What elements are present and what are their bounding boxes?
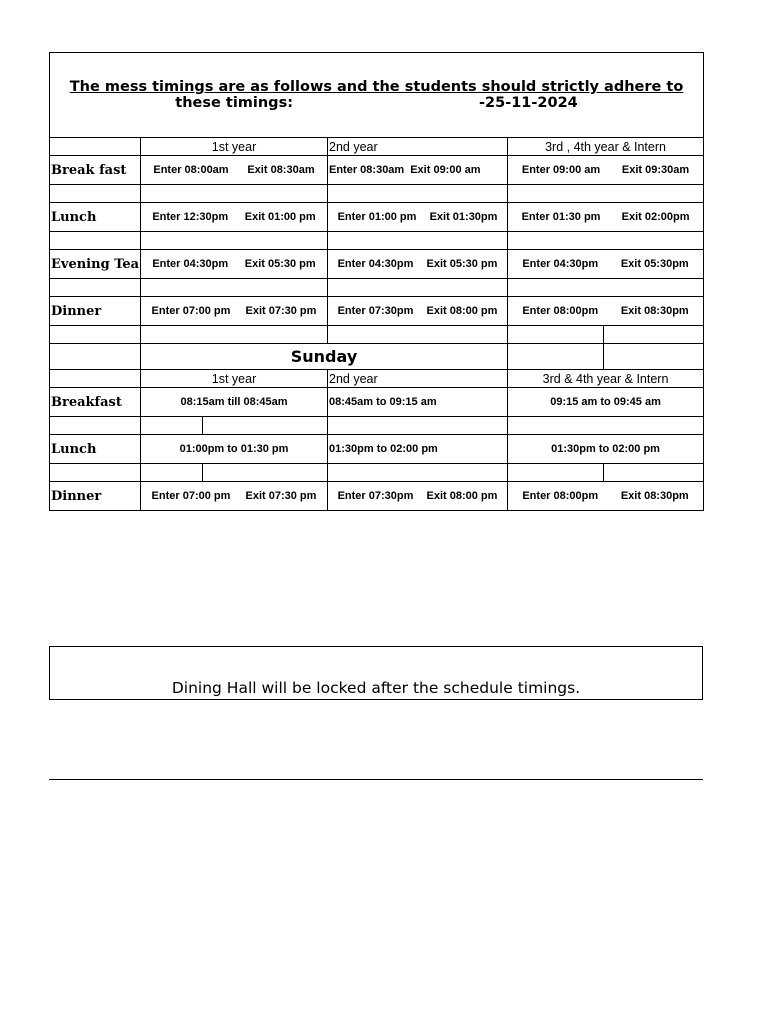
- table-row: [50, 156, 704, 185]
- lunch-y1-exit: Exit 01:00 pm: [244, 211, 316, 223]
- sunday-dinner-y1-enter: Enter 07:00 pm: [151, 490, 231, 502]
- tea-y3-enter: Enter 04:30pm: [522, 258, 599, 270]
- sunday-lunch-y3: 01:30pm to 02:00 pm: [508, 435, 704, 464]
- table-row: [50, 297, 704, 326]
- meal-label-evening-tea: Evening Tea: [50, 250, 141, 279]
- title-line-2: [175, 95, 578, 111]
- table-row: [50, 435, 704, 464]
- lunch-y1-enter: Enter 12:30pm: [152, 211, 229, 223]
- dinner-y3-exit: Exit 08:30pm: [620, 305, 689, 317]
- table-row: [50, 388, 704, 417]
- sunday-header-3rd-4th-year: 3rd & 4th year & Intern: [508, 370, 704, 388]
- sunday-header-2nd-year: 2nd year: [328, 370, 508, 388]
- tea-y1-exit: Exit 05:30 pm: [244, 258, 316, 270]
- table-row: [50, 203, 704, 232]
- mess-timings-sheet: [49, 52, 703, 511]
- dinner-y1-exit: Exit 07:30 pm: [245, 305, 317, 317]
- tea-y2-enter: Enter 04:30pm: [337, 258, 414, 270]
- sunday-dinner-y3-exit: Exit 08:30pm: [620, 490, 689, 502]
- dinner-y2-exit: Exit 08:00 pm: [426, 305, 498, 317]
- tea-y2-exit: Exit 05:30 pm: [426, 258, 498, 270]
- sunday-header-1st-year: 1st year: [141, 370, 328, 388]
- meal-label-dinner: Dinner: [50, 297, 141, 326]
- meal-label-breakfast: Break fast: [50, 156, 141, 185]
- title-date: -25-11-2024: [479, 95, 578, 111]
- notice-text: Dining Hall will be locked after the schedule timings.: [171, 679, 581, 697]
- sunday-header-blank: [50, 370, 141, 388]
- footer-divider: [49, 779, 703, 780]
- dinner-y3-enter: Enter 08:00pm: [522, 305, 599, 317]
- breakfast-y1-enter: Enter 08:00am: [153, 164, 229, 176]
- title-these-timings: these timings:: [175, 95, 293, 111]
- table-row: [50, 482, 704, 511]
- mess-timings-table: [49, 52, 704, 511]
- sunday-breakfast-y2: 08:45am to 09:15 am: [328, 388, 508, 417]
- dinner-y1-enter: Enter 07:00 pm: [151, 305, 231, 317]
- breakfast-y1-exit: Exit 08:30am: [247, 164, 315, 176]
- sunday-dinner-y2-exit: Exit 08:00 pm: [426, 490, 498, 502]
- meal-label-lunch: Lunch: [50, 203, 141, 232]
- sunday-lunch-y1: 01:00pm to 01:30 pm: [141, 435, 328, 464]
- header-3rd-4th-year: 3rd , 4th year & Intern: [508, 138, 704, 156]
- breakfast-y2-enter: Enter 08:30am: [329, 164, 405, 176]
- dinner-y2-enter: Enter 07:30pm: [337, 305, 414, 317]
- notice-box: [49, 646, 703, 700]
- lunch-y3-exit: Exit 02:00pm: [621, 211, 690, 223]
- title-line-1: The mess timings are as follows and the students should strictly adhere to: [69, 79, 684, 95]
- sunday-dinner-y2-enter: Enter 07:30pm: [337, 490, 414, 502]
- title-cell: [50, 53, 704, 138]
- breakfast-y3-exit: Exit 09:30am: [621, 164, 690, 176]
- lunch-y3-enter: Enter 01:30 pm: [521, 211, 601, 223]
- sunday-meal-label-lunch: Lunch: [50, 435, 141, 464]
- lunch-y2-enter: Enter 01:00 pm: [337, 211, 417, 223]
- sunday-dinner-y1-exit: Exit 07:30 pm: [245, 490, 317, 502]
- breakfast-y2-exit: Exit 09:00 am: [410, 164, 481, 176]
- tea-y1-enter: Enter 04:30pm: [152, 258, 229, 270]
- sunday-meal-label-breakfast: Breakfast: [50, 388, 141, 417]
- sunday-breakfast-y1: 08:15am till 08:45am: [141, 388, 328, 417]
- table-row: [50, 250, 704, 279]
- lunch-y2-exit: Exit 01:30pm: [429, 211, 498, 223]
- sunday-lunch-y2: 01:30pm to 02:00 pm: [328, 435, 508, 464]
- header-1st-year: 1st year: [141, 138, 328, 156]
- header-blank: [50, 138, 141, 156]
- sunday-dinner-y3-enter: Enter 08:00pm: [522, 490, 599, 502]
- tea-y3-exit: Exit 05:30pm: [620, 258, 689, 270]
- sunday-heading: Sunday: [141, 344, 508, 370]
- sunday-breakfast-y3: 09:15 am to 09:45 am: [508, 388, 704, 417]
- sunday-meal-label-dinner: Dinner: [50, 482, 141, 511]
- breakfast-y3-enter: Enter 09:00 am: [521, 164, 601, 176]
- header-2nd-year: 2nd year: [328, 138, 508, 156]
